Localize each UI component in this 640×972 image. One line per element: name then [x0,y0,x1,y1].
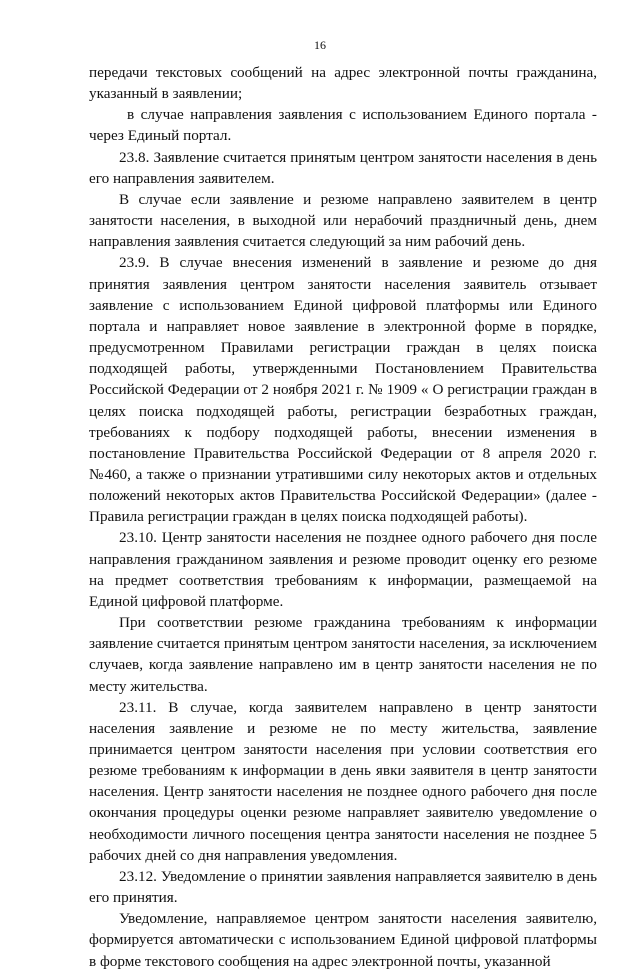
paragraph-23-11: 23.11. В случае, когда заявителем направлено в центр занятости населения заявление и резюме не по месту жительства, заявление принимается центром занятости населения при условии соответствия его резюме требованиям к информации в день явки заявителя в центр занятости населения. Центр занятости населения не позднее одного рабочего дня после окончания процедуры оценки резюме направляет заявителю уведомление о необходимости личного посещения центра занятости населения не позднее 5 рабочих дней со дня направления уведомления. [89,698,597,864]
paragraph: В случае если заявление и резюме направлено заявителем в центр занятости населения, в выходной или нерабочий праздничный день, днем направления заявления считается следующий за ним рабочий день. [89,190,597,251]
paragraph: При соответствии резюме гражданина требованиям к информации заявление считается принятым центром занятости населения, за исключением случаев, когда заявление направлено им в центр занятости населения не по месту жительства. [89,614,597,695]
paragraph: в случае направления заявления с использованием Единого портала - через Единый портал. [89,106,597,145]
paragraph: Уведомление, направляемое центром занятости населения заявителю, формируется автоматически с использованием Единой цифровой платформы в форме текстового сообщения на адрес электронной почты, указанной [89,910,597,970]
paragraph-23-8: 23.8. Заявление считается принятым центром занятости населения в день его направления заявителем. [89,148,597,187]
document-body [89,62,597,972]
page-number: 16 [314,38,326,52]
paragraph-23-9: 23.9. В случае внесения изменений в заявление и резюме до дня принятия заявления центром занятости населения заявитель отзывает заявление с использованием Единой цифровой платформы или Единого портала и направляет новое заявление в электронной форме в порядке, предусмотренном Правилами регистрации граждан в целях поиска подходящей работы, утвержденными Постановлением Правительства Российской Федерации от 2 ноября 2021 г. № 1909 « О регистрации граждан в целях поиска подходящей работы, регистрации безработных граждан, требованиях к подбору подходящей работы, внесении изменения в постановление Правительства Российской Федерации от 8 апреля 2020 г. №460, а также о признании утратившими силу некоторых актов и отдельных положений некоторых актов Правительства Российской Федерации» (далее - Правила регистрации граждан в целях поиска подходящей работы). [89,254,597,526]
paragraph-continuation: передачи текстовых сообщений на адрес электронной почты гражданина, указанный в заявлении; [89,64,597,103]
paragraph-23-12: 23.12. Уведомление о принятии заявления направляется заявителю в день его принятия. [89,867,597,907]
paragraph-23-10: 23.10. Центр занятости населения не позднее одного рабочего дня после направления гражданином заявления и резюме проводит оценку его резюме на предмет соответствия требованиям к информации, размещаемой на Единой цифровой платформе. [89,529,597,610]
